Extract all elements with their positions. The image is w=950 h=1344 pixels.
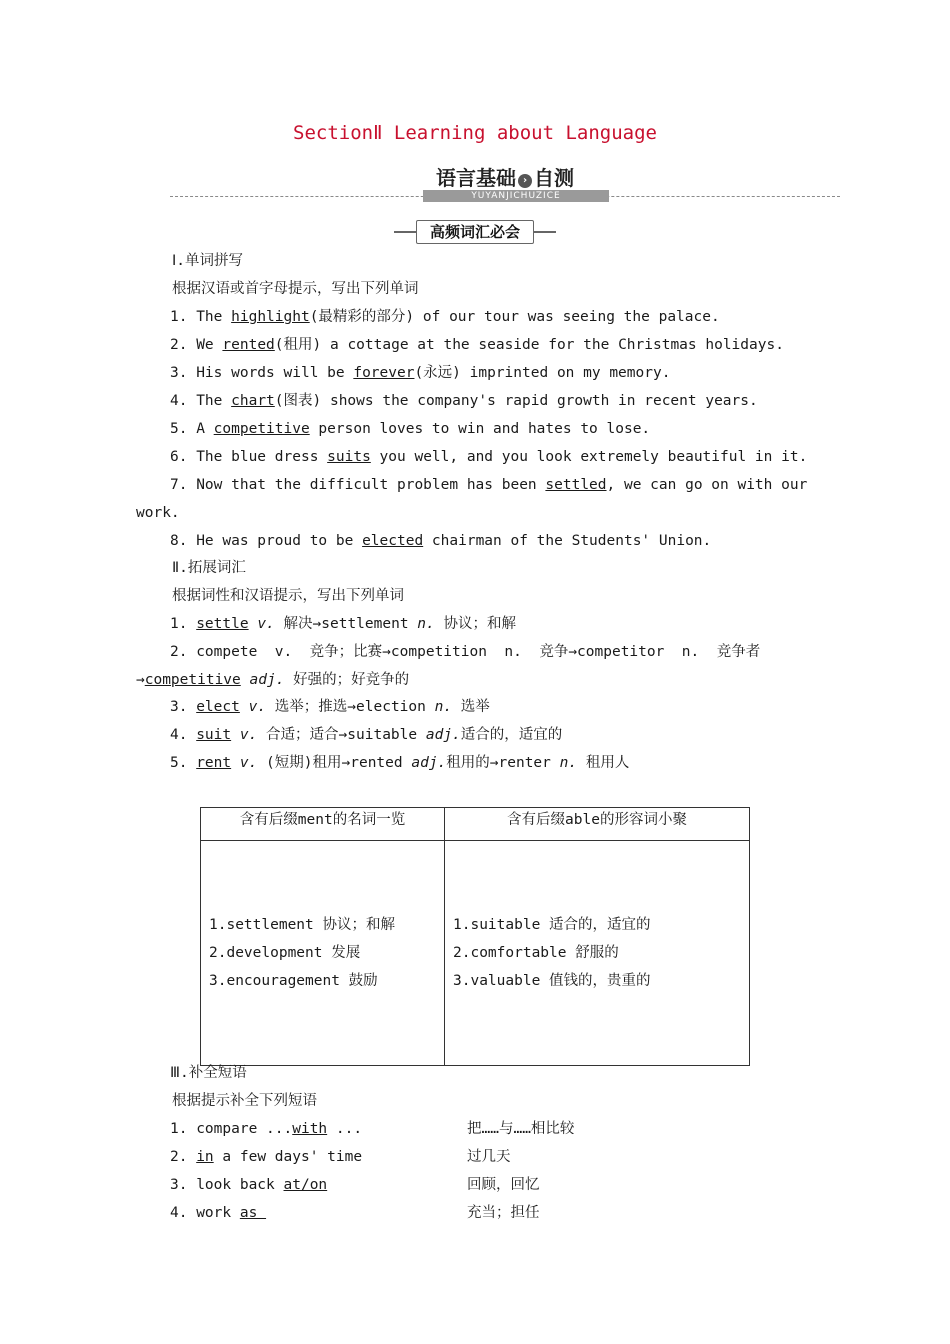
answer: settle (196, 616, 249, 632)
part3-item-3-cn: 回顾，回忆 (467, 1177, 540, 1193)
answer: forever (353, 365, 415, 381)
answer: with (292, 1121, 328, 1137)
part2-item-1: 1. settle v. 解决→settlement n. 协议；和解 (170, 616, 516, 632)
answer: elected (362, 533, 424, 549)
answer: rented (222, 337, 275, 353)
table-header-ment: 含有后缀ment的名词一览 (201, 808, 445, 841)
answer: at/on (283, 1177, 328, 1193)
part1-item-5: 5. A competitive person loves to win and hates to lose. (170, 421, 651, 437)
part1-item-2: 2. We rented(租用) a cottage at the seaside for the Christmas holidays. (170, 337, 784, 353)
chevron-right-icon: › (518, 174, 532, 188)
answer: highlight (231, 309, 310, 325)
banner-left: 语言基础 (436, 166, 516, 190)
part1-item-7: 7. Now that the difficult problem has been settled, we can go on with our (170, 477, 808, 493)
answer: chart (231, 393, 275, 409)
list-item: 3.valuable 值钱的，贵重的 (453, 973, 651, 989)
part1-item-6: 6. The blue dress suits you well, and you look extremely beautiful in it. (170, 449, 808, 465)
part3-item-3: 3. look back at/on (170, 1177, 328, 1193)
part3-item-2: 2. in a few days' time (170, 1149, 363, 1165)
part2-item-5: 5. rent v. (短期)租用→rented adj.租用的→renter n. 租用人 (170, 755, 630, 771)
answer: in (196, 1149, 214, 1165)
banner-right: 自测 (534, 166, 574, 190)
subheading-box (394, 220, 556, 242)
banner-title (170, 162, 840, 191)
part3-heading: Ⅲ.补全短语 (170, 1065, 247, 1081)
part2-heading: Ⅱ.拓展词汇 (172, 560, 246, 576)
answer: suit (196, 727, 232, 743)
page-title: SectionⅡ Learning about Language (293, 122, 657, 144)
list-item: 1.settlement 协议；和解 (209, 917, 395, 933)
table-cell-able (445, 841, 750, 1066)
answer: competitive (144, 672, 241, 688)
answer: suits (327, 449, 371, 465)
part3-instruction: 根据提示补全下列短语 (172, 1093, 317, 1109)
answer: as (239, 1205, 267, 1221)
answer: competitive (213, 421, 310, 437)
part3-item-4: 4. work as (170, 1205, 267, 1221)
suffix-table (200, 807, 750, 1066)
part1-heading: Ⅰ.单词拼写 (172, 253, 244, 269)
section-banner (170, 160, 840, 206)
part1-item-3: 3. His words will be forever(永远) imprinted on my memory. (170, 365, 671, 381)
part2-item-2-cont: →competitive adj. 好强的；好竞争的 (136, 672, 410, 688)
table-header-able: 含有后缀able的形容词小聚 (445, 808, 750, 841)
list-item: 2.comfortable 舒服的 (453, 945, 619, 961)
answer: elect (196, 699, 240, 715)
part3-item-4-cn: 充当；担任 (467, 1205, 540, 1221)
subheading-label: 高频词汇必会 (416, 220, 534, 244)
part2-item-4: 4. suit v. 合适；适合→suitable adj.适合的，适宜的 (170, 727, 563, 743)
part2-item-2: 2. compete v. 竞争；比赛→competition n. 竞争→competitor n. 竞争者 (170, 644, 761, 660)
banner-pinyin: YUYANJICHUZICE (423, 190, 609, 202)
answer: rent (196, 755, 232, 771)
part3-item-2-cn: 过几天 (467, 1149, 511, 1165)
part2-instruction: 根据词性和汉语提示，写出下列单词 (172, 588, 404, 604)
table-cell-ment (201, 841, 445, 1066)
part1-item-8: 8. He was proud to be elected chairman of the Students' Union. (170, 533, 712, 549)
list-item: 3.encouragement 鼓励 (209, 973, 378, 989)
part3-item-1: 1. compare ...with ... (170, 1121, 363, 1137)
part2-item-3: 3. elect v. 选举；推选→election n. 选举 (170, 699, 490, 715)
part1-item-7-cont: work. (136, 505, 180, 521)
part3-item-1-cn: 把……与……相比较 (467, 1121, 575, 1137)
list-item: 1.suitable 适合的，适宜的 (453, 917, 651, 933)
list-item: 2.development 发展 (209, 945, 361, 961)
answer: settled (545, 477, 607, 493)
part1-item-1: 1. The highlight(最精彩的部分) of our tour was seeing the palace. (170, 309, 720, 325)
part1-item-4: 4. The chart(图表) shows the company's rapid growth in recent years. (170, 393, 758, 409)
part1-instruction: 根据汉语或首字母提示，写出下列单词 (172, 281, 419, 297)
